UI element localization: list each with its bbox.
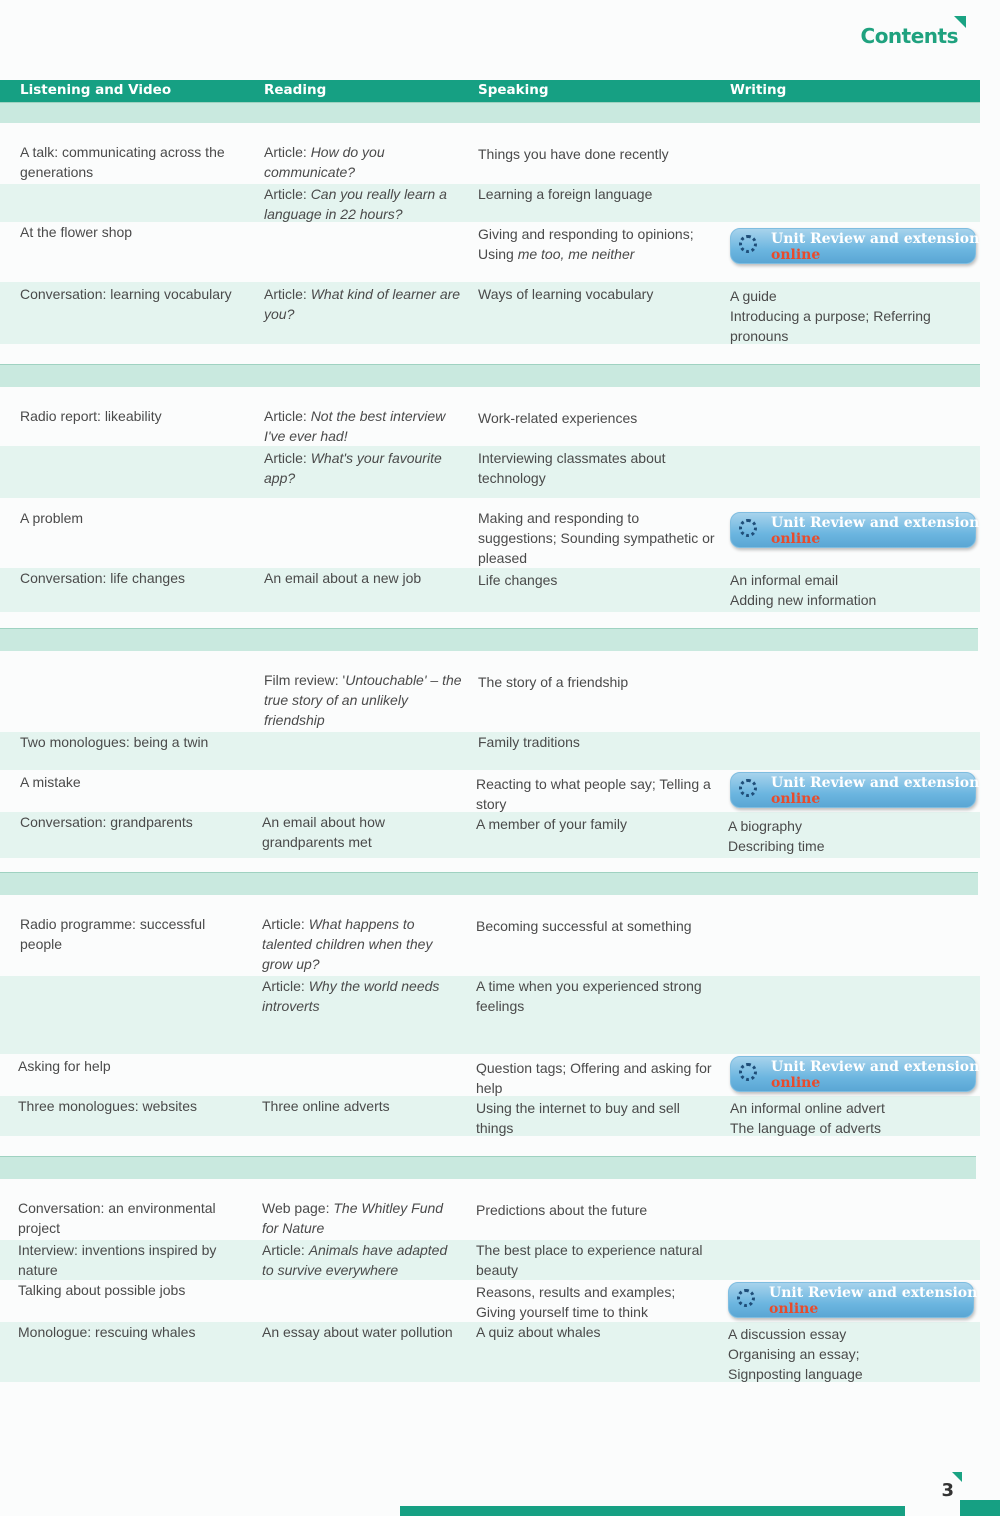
header-writing: Writing: [730, 82, 787, 98]
s3-r4-speaking: A member of your family: [476, 816, 627, 832]
header-speaking: Speaking: [478, 82, 549, 98]
s5-r3-listening: Talking about possible jobs: [18, 1282, 186, 1298]
refresh-ring-icon: [739, 779, 757, 797]
s2-r4-reading: An email about a new job: [264, 570, 422, 586]
refresh-ring-icon: [739, 519, 757, 537]
s2-r2-speaking: Interviewing classmates about technology: [478, 450, 666, 486]
s1-r1-speaking: Things you have done recently: [478, 146, 669, 162]
s2-r4-writing: An informal email Adding new information: [730, 572, 877, 608]
s4-r4-listening: Three monologues: websites: [18, 1098, 197, 1114]
unit-review-online-button[interactable]: [730, 228, 980, 264]
s3-r2-speaking: Family traditions: [478, 734, 580, 750]
s3-r1-reading: Film review: 'Untouchable' – the true story of an unlikely friendship: [264, 672, 462, 728]
s5-r4-writing: A discussion essay Organising an essay; Signposting language: [728, 1326, 863, 1382]
s5-r2-listening: Interview: inventions inspired by nature: [18, 1242, 217, 1278]
unit-band-3: [0, 628, 978, 651]
s3-r4-listening: Conversation: grandparents: [20, 814, 193, 830]
column-header-bar: [0, 80, 980, 102]
s5-r1-listening: Conversation: an environmental project: [18, 1200, 216, 1236]
unit-band-4: [0, 872, 978, 895]
button-title: Unit Review and extension: [771, 515, 980, 531]
unit-band-2: [0, 364, 980, 387]
s3-r2-listening: Two monologues: being a twin: [20, 734, 209, 750]
s2-r3-speaking: Making and responding to suggestions; Sounding sympathetic or pleased: [478, 510, 715, 566]
s3-r4-reading: An email about how grandparents met: [262, 814, 385, 850]
page-title: Contents: [860, 24, 958, 48]
s2-r4-listening: Conversation: life changes: [20, 570, 185, 586]
s1-r3-speaking: Giving and responding to opinions; Using me too, me neither: [478, 226, 694, 262]
s5-r1-reading: Web page: The Whitley Fund for Nature: [262, 1200, 444, 1236]
footer-bar: [400, 1506, 905, 1516]
page-number: 3: [941, 1480, 954, 1501]
button-title: Unit Review and extension: [771, 1059, 980, 1075]
unit-review-online-button[interactable]: [730, 772, 980, 808]
s4-r4-reading: Three online adverts: [262, 1098, 390, 1114]
s4-r1-listening: Radio programme: successful people: [20, 916, 206, 952]
s2-r1-speaking: Work-related experiences: [478, 410, 638, 426]
button-subtitle: online: [771, 1075, 821, 1091]
s2-r1-listening: Radio report: likeability: [20, 408, 162, 424]
refresh-ring-icon: [739, 235, 757, 253]
button-subtitle: online: [771, 247, 821, 263]
s2-r4-speaking: Life changes: [478, 572, 558, 588]
button-title: Unit Review and extension: [771, 775, 980, 791]
s3-r4-writing: A biography Describing time: [728, 818, 825, 854]
button-title: Unit Review and extension: [769, 1285, 978, 1301]
s5-r4-listening: Monologue: rescuing whales: [18, 1324, 196, 1340]
s1-r2-speaking: Learning a foreign language: [478, 186, 653, 202]
header-listening: Listening and Video: [20, 82, 172, 98]
s1-r4-speaking: Ways of learning vocabulary: [478, 286, 654, 302]
s5-r1-speaking: Predictions about the future: [476, 1202, 648, 1218]
s4-r4-speaking: Using the internet to buy and sell things: [476, 1100, 680, 1136]
s5-r4-reading: An essay about water pollution: [262, 1324, 453, 1340]
button-subtitle: online: [771, 791, 821, 807]
refresh-ring-icon: [737, 1289, 755, 1307]
s5-r4-speaking: A quiz about whales: [476, 1324, 601, 1340]
unit-band-1: [0, 102, 980, 123]
s4-r4-writing: An informal online advert The language of adverts: [730, 1100, 885, 1136]
s1-r1-reading: Article: How do you communicate?: [264, 144, 385, 180]
s4-r2-reading: Article: Why the world needs introverts: [262, 978, 440, 1014]
s3-r3-listening: A mistake: [20, 774, 81, 790]
s4-r2-speaking: A time when you experienced strong feelings: [476, 978, 702, 1014]
header-reading: Reading: [264, 82, 327, 98]
s1-r1-listening: A talk: communicating across the generations: [20, 144, 225, 180]
s4-r3-speaking: Question tags; Offering and asking for help: [476, 1060, 712, 1096]
s5-r3-speaking: Reasons, results and examples; Giving yourself time to think: [476, 1284, 676, 1320]
unit-band-5: [0, 1156, 976, 1179]
unit-review-online-button[interactable]: [728, 1282, 978, 1318]
footer-bar-corner: [960, 1500, 1000, 1516]
s1-r4-listening: Conversation: learning vocabulary: [20, 286, 232, 302]
s4-r1-speaking: Becoming successful at something: [476, 918, 692, 934]
s4-r3-listening: Asking for help: [18, 1058, 111, 1074]
s4-r1-reading: Article: What happens to talented children when they grow up?: [262, 916, 433, 972]
s2-r2-reading: Article: What's your favourite app?: [264, 450, 442, 486]
s2-r1-reading: Article: Not the best interview I've ever had!: [264, 408, 446, 444]
s1-r4-reading: Article: What kind of learner are you?: [264, 286, 461, 322]
refresh-ring-icon: [739, 1063, 757, 1081]
button-subtitle: online: [769, 1301, 819, 1317]
unit-review-online-button[interactable]: [730, 512, 980, 548]
unit-review-online-button[interactable]: [730, 1056, 980, 1092]
s1-r4-writing: A guide Introducing a purpose; Referring pronouns: [730, 288, 931, 344]
s1-r3-listening: At the flower shop: [20, 224, 133, 240]
button-subtitle: online: [771, 531, 821, 547]
s1-r2-reading: Article: Can you really learn a language in 22 hours?: [264, 186, 447, 222]
s3-r1-speaking: The story of a friendship: [478, 674, 629, 690]
s3-r3-speaking: Reacting to what people say; Telling a story: [476, 776, 711, 812]
button-title: Unit Review and extension: [771, 231, 980, 247]
s5-r2-speaking: The best place to experience natural beauty: [476, 1242, 703, 1278]
s5-r2-reading: Article: Animals have adapted to survive everywhere: [262, 1242, 448, 1278]
s2-r3-listening: A problem: [20, 510, 84, 526]
